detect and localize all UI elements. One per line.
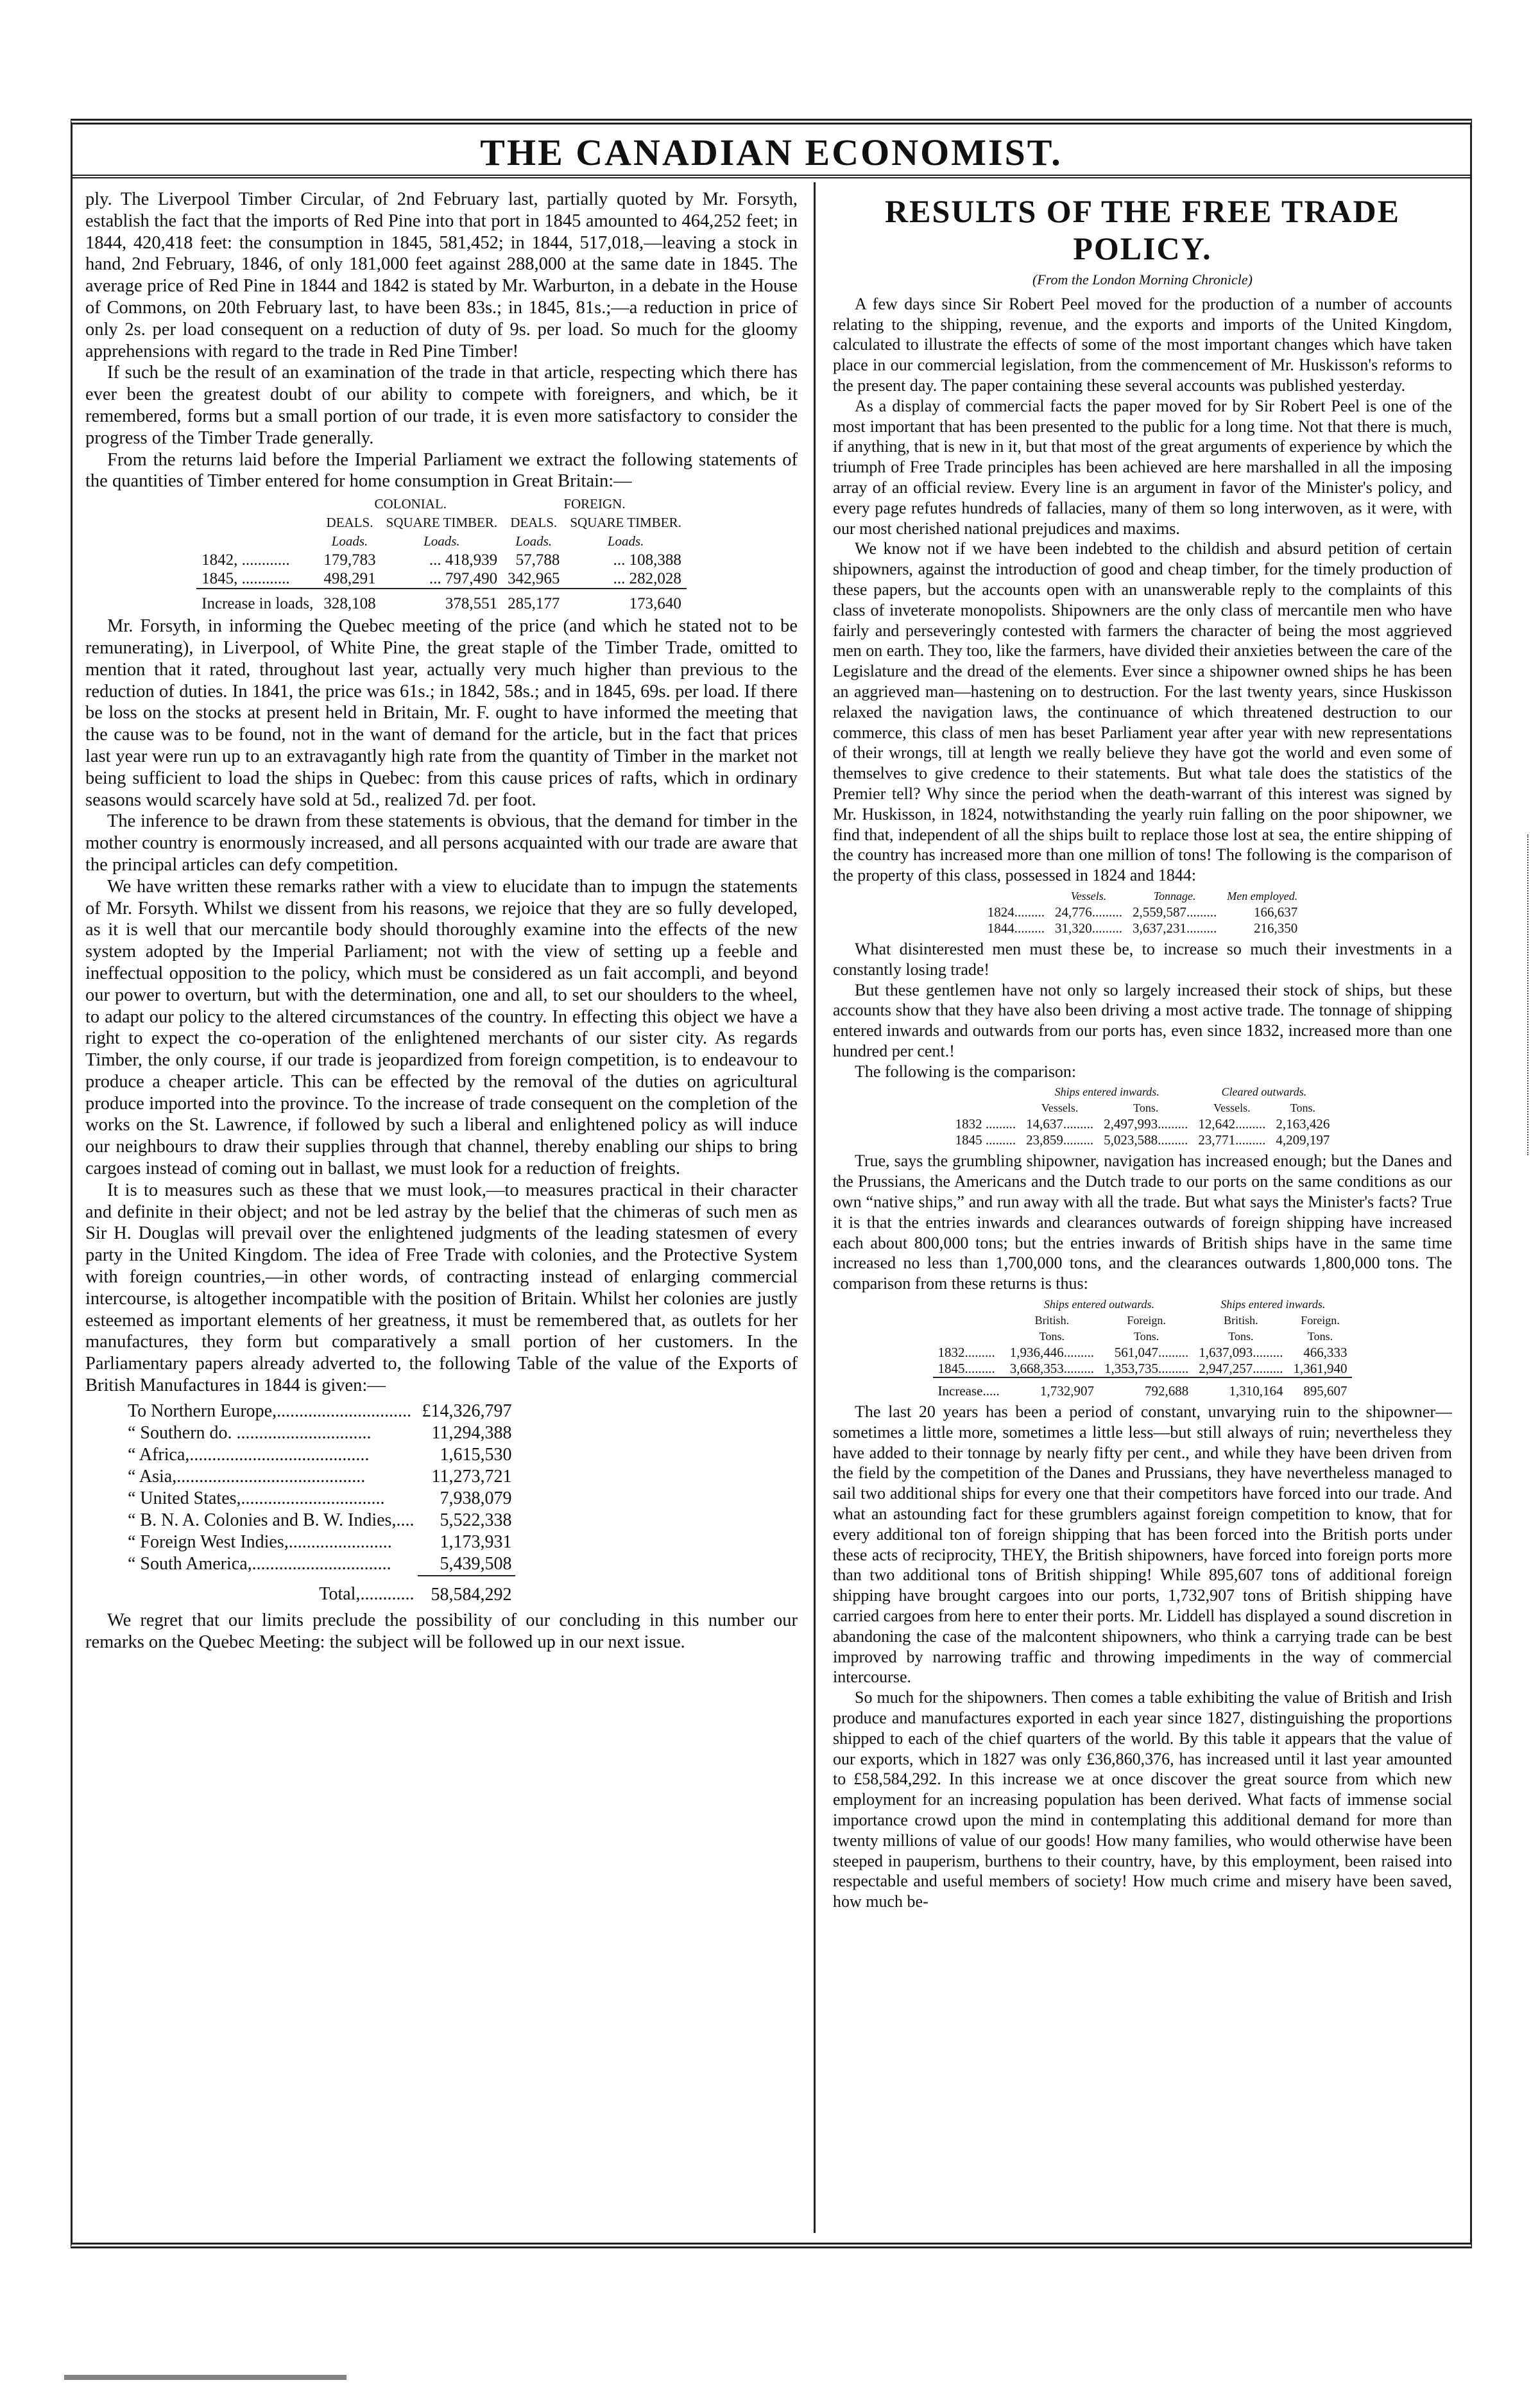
table-cell: 1844.........	[987, 920, 1045, 936]
unit-label: Tons.	[1307, 1330, 1333, 1343]
table-row	[950, 1116, 1335, 1132]
column-header: Tons.	[1290, 1101, 1315, 1115]
article-source: (From the London Morning Chronicle)	[1032, 271, 1253, 288]
paragraph: It is to measures such as these that we must look,—to measures practical in their character and definite in their object; and not be led astray by the belief that the chimeras of such men as Sir H. Douglas will prevail over the enlightened judgments of the leading statesmen of every party in the United Kingdom. The idea of Free Trade with colonies, and the Protective System with foreign countries,—in other words, of contracting instead of enlarging commercial intercourse, is altogether incompatible with the position of Britain. Whilst her colonies are justly esteemed as important elements of her greatness, it must be remembered that, as outlets for her manufactures, they form but comparatively a small portion of her customers. In the Parliamentary papers already adverted to, the following Table of the value of the Exports of British Manufactures in 1844 is given:—	[85, 1180, 798, 1396]
table-row	[933, 1345, 1353, 1361]
exports-table	[124, 1401, 515, 1606]
table-cell: 11,294,388	[431, 1422, 512, 1443]
paragraph: But these gentlemen have not only so largely increased their stock of ships, but these accounts show that they have also been driving a most active trade. The tonnage of shipping entered inwards and outwards from our ports has, even since 1832, increased more than one hundred per cent.!	[833, 980, 1452, 1060]
table-cell: 1,615,530	[440, 1444, 512, 1465]
column-header: DEALS.	[326, 515, 373, 531]
table-cell: ... 418,939	[429, 551, 498, 569]
paragraph: We regret that our limits preclude the possibility of our concluding in this number our remarks on the Quebec Meeting: the subject will be followed up in our next issue.	[85, 1610, 798, 1652]
column-divider	[814, 182, 816, 2233]
table-cell: 1845 .........	[955, 1132, 1016, 1148]
table-cell: 4,209,197	[1276, 1132, 1330, 1148]
table-cell: 1,361,940	[1293, 1361, 1348, 1377]
table-cell: “ Foreign West Indies,.......................	[128, 1531, 392, 1552]
table-cell: 57,788	[515, 551, 560, 569]
table-total-row	[933, 1377, 1353, 1399]
scan-smudge	[64, 2375, 346, 2380]
table-cell: 1,310,164	[1194, 1377, 1288, 1399]
group-header: COLONIAL.	[374, 496, 447, 512]
table-cell: 24,776.........	[1055, 904, 1123, 920]
table-row	[933, 1361, 1353, 1377]
table-row	[124, 1510, 515, 1531]
group-header: Ships entered outwards.	[1043, 1298, 1155, 1311]
table-cell: 11,273,721	[431, 1466, 512, 1487]
right-column	[833, 189, 1452, 2233]
table-row	[982, 920, 1303, 936]
table-cell: 7,938,079	[440, 1488, 512, 1508]
table-cell: “ United States,................................	[128, 1488, 385, 1508]
table-cell: “ Africa,........................................	[128, 1444, 370, 1465]
table-cell: 1,936,446.........	[1009, 1345, 1094, 1361]
column-header: SQUARE TIMBER.	[570, 515, 681, 531]
table-cell: “ Asia,..........................................	[128, 1466, 366, 1487]
table-row	[950, 1132, 1335, 1148]
table-row	[124, 1531, 515, 1553]
unit-label: Tons.	[1228, 1330, 1254, 1343]
table-cell: 1,732,907	[1005, 1377, 1099, 1399]
table-total-row	[124, 1576, 515, 1606]
group-header: Ships entered inwards.	[1054, 1085, 1159, 1099]
column-header: Vessels.	[1070, 889, 1107, 902]
scan-edge-marks	[1527, 834, 1532, 1155]
table-cell: 2,163,426	[1276, 1116, 1330, 1132]
column-header: Tons.	[1133, 1101, 1159, 1115]
table-cell: 179,783	[323, 551, 376, 569]
british-foreign-table	[933, 1297, 1353, 1399]
paragraph: If such be the result of an examination of the trade in that article, respecting which there has ever been the greatest doubt of our ability to compete with foreigners, and which, be it remembered, forms but a small portion of our trade, it is even more satisfactory to consider the progress of the Timber Trade generally.	[85, 363, 798, 448]
column-header: Foreign.	[1127, 1314, 1166, 1327]
table-row	[124, 1466, 515, 1488]
table-row	[124, 1488, 515, 1510]
table-cell: 3,637,231.........	[1133, 920, 1217, 936]
table-cell: 1,637,093.........	[1199, 1345, 1283, 1361]
column-header: DEALS.	[510, 515, 558, 531]
table-cell: 5,522,338	[440, 1510, 512, 1530]
table-row	[124, 1422, 515, 1444]
table-cell: Increase in loads,	[196, 589, 318, 613]
table-cell: 5,023,588.........	[1104, 1132, 1188, 1148]
column-header: Foreign.	[1301, 1314, 1340, 1327]
table-row	[196, 551, 687, 569]
table-cell: 31,320.........	[1055, 920, 1123, 936]
table-row	[124, 1553, 515, 1576]
shipping-property-table	[982, 888, 1303, 936]
table-cell: Increase.....	[933, 1377, 1005, 1399]
table-cell: 1,173,931	[440, 1531, 512, 1552]
shipping-entries-table	[950, 1084, 1335, 1148]
table-cell: To Northern Europe,..............................	[128, 1401, 412, 1421]
paragraph: Mr. Forsyth, in informing the Quebec meeting of the price (and which he stated not to be remunerating), in Liverpool, of White Pine, the great staple of the Timber Trade, omitted to mention that it rated, throughout last year, actually very much higher than previous to the reduction of duties. In 1841, the price was 61s.; in 1842, 58s.; and in 1845, 69s. per load. If there be loss on the stocks at present held in Britain, Mr. F. ought to have informed the meeting that the cause was to be found, not in the want of demand for the article, but in the fact that prices last year were run up to an extravagantly high rate from the quantity of Timber in the market not being sufficient to load the ships in Quebec: from this cause prices of rafts, which in ordinary seasons would scarcely have sold at 5d., realized 7d. per foot.	[85, 616, 798, 810]
group-header: Ships entered inwards.	[1220, 1298, 1326, 1311]
paragraph: True, says the grumbling shipowner, navigation has increased enough; but the Danes and the Prussians, the Americans and the Dutch trade to our ports on the same conditions as our own “native ships,” and run away with all the trade. But what says the Minister's facts? True it is that the entries inwards and clearances outwards of foreign shipping have increased each about 800,000 tons; but the entries inwards of British ships have in the same time increased no less than 1,700,000 tons, and the clearances outwards 1,800,000 tons. The comparison from these returns is thus:	[833, 1151, 1452, 1293]
column-header: Tonnage.	[1153, 889, 1196, 902]
table-cell: 2,559,587.........	[1133, 904, 1217, 920]
table-cell: 498,291	[323, 570, 376, 588]
paragraph: The inference to be drawn from these statements is obvious, that the demand for timber in the mother country is enormously increased, and all persons acquainted with our trade are aware that the principal articles can defy competition.	[85, 811, 798, 875]
table-cell: 216,350	[1253, 920, 1298, 936]
paragraph: The last 20 years has been a period of constant, unvarying ruin to the shipowner—sometimes a little more, sometimes a little less—but still always of ruin; nevertheless they have added to their tonnage by nearly fifty per cent., and while they have been driven from the field by the competition of the Danes and Prussians, they have nevertheless managed to sail two additional ships for every one that their competitors have forced into our trade. And what an astounding fact for these grumblers against foreign competition to know, that for every additional ton of foreign shipping that has been forced into the British ports under these acts of reciprocity, THEY, the British shipowners, have forced into foreign ports more than two additional tons of British shipping! While 895,607 tons of additional foreign shipping have brought cargoes into our ports, 1,732,907 tons of British shipping have carried cargoes from here to enter their ports. Mr. Liddell has displayed a sound discretion in abandoning the case of the malcontent shipowners, who think a carrying trade can be best improved by narrowing traffic and throwing impediments in the way of commercial intercourse.	[833, 1402, 1452, 1687]
table-cell: 328,108	[318, 589, 381, 613]
table-cell: 5,439,508	[440, 1553, 512, 1574]
table-cell: 1842, ............	[201, 551, 290, 569]
table-cell: ... 108,388	[613, 551, 681, 569]
table-cell: 3,668,353.........	[1009, 1361, 1094, 1377]
masthead-title: THE CANADIAN ECONOMIST.	[73, 131, 1470, 178]
table-cell: 285,177	[502, 589, 565, 613]
left-column	[85, 189, 798, 2233]
unit-label: Tons.	[1039, 1330, 1065, 1343]
table-cell: 378,551	[381, 589, 502, 613]
timber-table	[196, 495, 687, 613]
table-row	[982, 904, 1303, 920]
table-cell: 466,333	[1303, 1345, 1348, 1361]
table-cell: 1845.........	[937, 1361, 995, 1377]
paragraph: As a display of commercial facts the paper moved for by Sir Robert Peel is one of the most important that has been presented to the public for a long time. Not that there is much, if anything, that is new in it, but that most of the great arguments of experience by which the triumph of Free Trade principles has been achieved are here marshalled in all the imposing array of an official review. Every line is an argument in favor of the Minister's policy, and every page refutes hundreds of fallacies, many of them so long interwoven, as it were, with our most cherished national prejudices and maxims.	[833, 396, 1452, 538]
table-cell: 173,640	[565, 589, 686, 613]
paragraph: We know not if we have been indebted to the childish and absurd petition of certain shipowners, against the introduction of good and cheap timber, for the timely production of these papers, but the accounts open with an unanswerable reply to the complaints of this class of inveterate monopolists. Shipowners are the only class of mercantile men who have fairly and perseveringly contested with farmers the character of being the most aggrieved men on earth. They too, like the farmers, have divided their anxieties between the care of the Legislature and the dread of the elements. Ever since a shipowner owned ships he has been an aggrieved man—hastening on to destruction. For the last twenty years, since Huskisson relaxed the navigation laws, the continuance of which threatened destruction to our commerce, this class of men has beset Parliament year after year with new representations of their wrongs, till at length we really believe they have got the world and even some of themselves to give credence to their statements. But what tale does the statistics of the Premier tell? Why since the period when the death-warrant of this interest was signed by Mr. Huskisson, in 1824, notwithstanding the yearly ruin falling on the poor shipowner, we find that, independent of all the ships built to replace those lost at sea, the entire shipping of the country has increased more than one million of tons! The following is the comparison of the property of this class, possessed in 1824 and 1844:	[833, 539, 1452, 885]
table-cell: 58,584,292	[418, 1576, 515, 1606]
paragraph: We have written these remarks rather with a view to elucidate than to impugn the statements of Mr. Forsyth. Whilst we dissent from his reasons, we rejoice that they are so fully developed, as it is well that our mercantile body should thoroughly examine into the effects of the new system adopted by the Imperial Parliament; not with the view of setting up a feeble and ineffectual opposition to the policy, which must be considered as un fait accompli, and beyond our power to overturn, but with the determination, one and all, to set our shoulders to the wheel, to adapt our policy to the altered circumstances of the country. In effecting this object we have a right to expect the co-operation of the enlightened merchants of our sister city. As regards Timber, the only course, if our trade is jeopardized from foreign competition, is to endeavour to produce a cheaper article. This can be effected by the removal of the duties on agricultural produce imported into the province. To the increase of trade consequent on the completion of the works on the St. Lawrence, if followed by such a liberal and enlightened policy as will induce our neighbours to draw their supplies through that channel, thereby enabling our ships to bring cargoes instead of coming out in ballast, we must look for a reduction of freights.	[85, 876, 798, 1179]
unit-label: Loads.	[607, 533, 644, 549]
table-cell: 1832.........	[937, 1345, 995, 1361]
paragraph: From the returns laid before the Imperial Parliament we extract the following statements of the quantities of Timber entered for home consumption in Great Britain:—	[85, 449, 798, 492]
column-header: Vessels.	[1213, 1101, 1251, 1115]
unit-label: Loads.	[424, 533, 460, 549]
table-cell: 1,353,735.........	[1104, 1361, 1189, 1377]
table-cell: 166,637	[1253, 904, 1298, 920]
table-cell: 895,607	[1288, 1377, 1352, 1399]
table-cell: Total,............	[319, 1584, 415, 1605]
table-row	[124, 1401, 515, 1422]
table-cell: “ South America,...............................	[128, 1554, 391, 1574]
table-cell: “ B. N. A. Colonies and B. W. Indies,....	[128, 1510, 415, 1530]
table-cell: 12,642.........	[1198, 1116, 1266, 1132]
table-cell: 2,947,257.........	[1199, 1361, 1283, 1377]
table-total-row	[196, 589, 687, 613]
group-header: FOREIGN.	[563, 496, 626, 512]
column-header: British.	[1034, 1314, 1070, 1327]
column-header: Men employed.	[1227, 889, 1298, 902]
group-header: Cleared outwards.	[1221, 1085, 1307, 1099]
column-header: Vessels.	[1041, 1101, 1079, 1115]
paragraph: ply. The Liverpool Timber Circular, of 2nd February last, partially quoted by Mr. Forsyth, establish the fact that the imports of Red Pine into that port in 1845 amounted to 464,252 feet; in 1844, 420,418 feet: the consumption in 1845, 581,452; in 1844, 517,018,—leaving a stock in hand, 2nd February, 1846, of only 181,000 feet against 288,000 at the same date in 1845. The average price of Red Pine in 1844 and 1842 is stated by Mr. Warburton, in a debate in the House of Commons, on 20th February last, to have been 83s.; in 1845, 81s.;—a reduction in price of only 2s. per load consequent on a reduction of duty of 9s. per load. So much for the gloomy apprehensions with regard to the trade in Red Pine Timber!	[85, 189, 798, 361]
column-header: SQUARE TIMBER.	[386, 515, 498, 531]
table-cell: 792,688	[1099, 1377, 1194, 1399]
column-header: British.	[1224, 1314, 1258, 1327]
table-cell: 23,859.........	[1026, 1132, 1094, 1148]
page-frame	[71, 119, 1472, 2248]
table-cell: “ Southern do. ..............................	[128, 1422, 372, 1443]
paragraph: A few days since Sir Robert Peel moved for the production of a number of accounts relating to the shipping, revenue, and the exports and imports of the United Kingdom, calculated to illustrate the effects of some of the most important changes which have taken place in our commercial legislation, from the commencement of Mr. Huskisson's reforms to the present day. The paper containing these several accounts was published yesterday.	[833, 294, 1452, 395]
table-cell: ... 282,028	[613, 570, 681, 588]
table-cell: 342,965	[508, 570, 560, 588]
table-cell: 561,047.........	[1114, 1345, 1189, 1361]
unit-label: Tons.	[1133, 1330, 1159, 1343]
table-cell: ... 797,490	[429, 570, 498, 588]
paragraph: So much for the shipowners. Then comes a table exhibiting the value of British and Irish produce and manufactures exported in each year since 1827, distinguishing the proportions shipped to each of the chief quarters of the world. By this table it appears that the value of our exports, which in 1827 was only £36,860,376, has increased until it last year amounted to £58,584,292. In this increase we at once discover the great source from which new employment for an increasing population has been derived. What facts of immense social importance crowd upon the mind in contemplating this additional demand for more than twenty millions of value of our goods! How many families, who would otherwise have been steeped in pauperism, burthens to their country, have, by this employment, been raised into respectable and useful members of society! How much crime and misery have been saved, how much be-	[833, 1688, 1452, 1911]
paragraph: What disinterested men must these be, to increase so much their investments in a constantly losing trade!	[833, 939, 1452, 979]
table-cell: £14,326,797	[422, 1401, 512, 1421]
table-row	[124, 1444, 515, 1466]
table-cell: 1824.........	[987, 904, 1045, 920]
table-cell: 1845, ............	[201, 570, 290, 588]
unit-label: Loads.	[515, 533, 552, 549]
article-title: RESULTS OF THE FREE TRADE POLICY.	[884, 193, 1401, 266]
table-cell: 2,497,993.........	[1104, 1116, 1188, 1132]
table-cell: 14,637.........	[1026, 1116, 1094, 1132]
table-cell: 1832 .........	[955, 1116, 1016, 1132]
table-cell: 23,771.........	[1198, 1132, 1266, 1148]
paragraph: The following is the comparison:	[855, 1062, 1077, 1081]
unit-label: Loads.	[331, 533, 368, 549]
table-row	[196, 569, 687, 589]
